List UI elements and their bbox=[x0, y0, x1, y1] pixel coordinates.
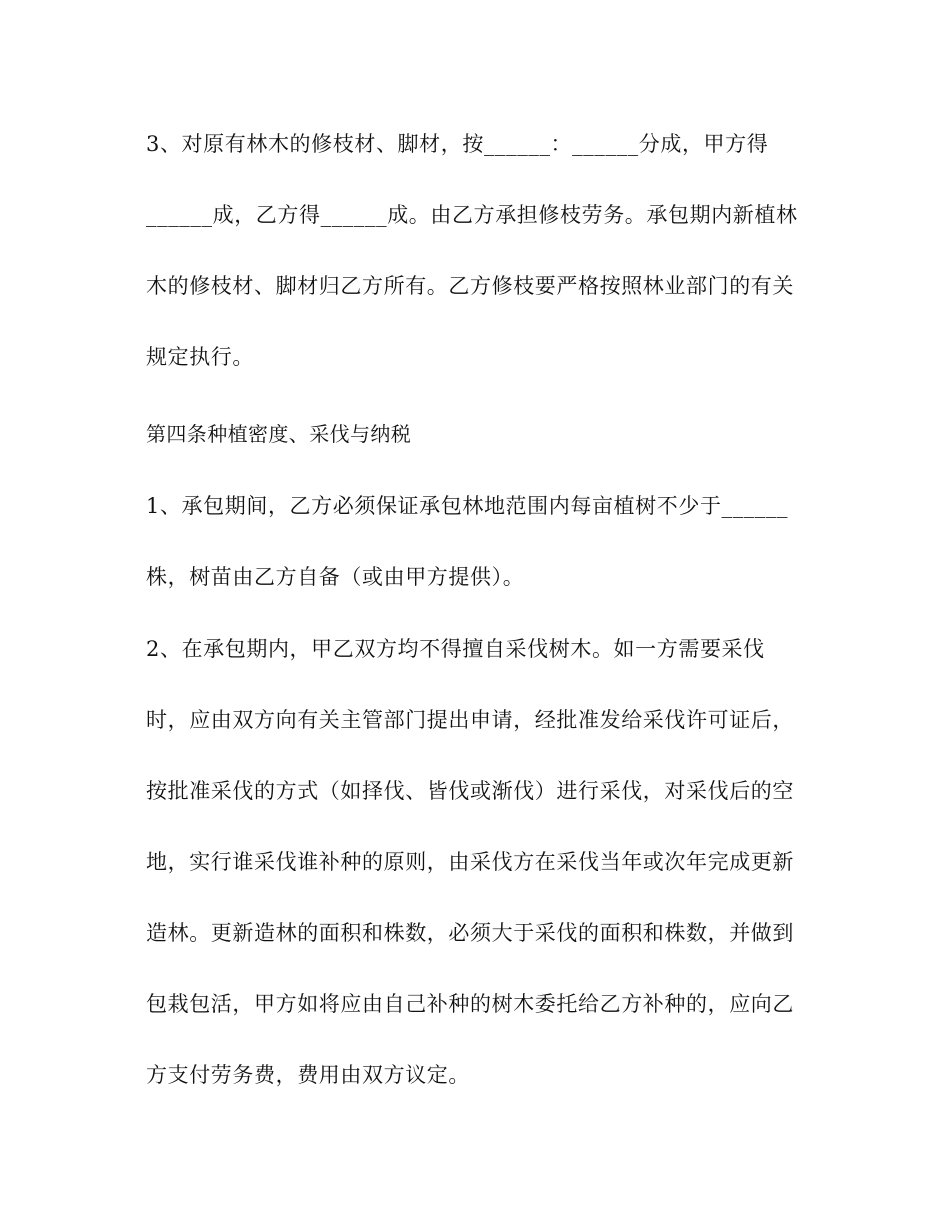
clause-1-line-1: 1、承包期间，乙方必须保证承包林地范围内每亩植树不少于______ bbox=[146, 494, 789, 518]
section-heading-article-4: 第四条种植密度、采伐与纳税 bbox=[146, 422, 412, 446]
clause-3-line-3: 木的修枝材、脚材归乙方所有。乙方修枝要严格按照林业部门的有关 bbox=[146, 274, 794, 298]
clause-2-line-4: 地，实行谁采伐谁补种的原则，由采伐方在采伐当年或次年完成更新 bbox=[146, 850, 794, 874]
clause-2-line-1: 2、在承包期内，甲乙双方均不得擅自采伐树木。如一方需要采伐 bbox=[146, 637, 765, 661]
clause-3-line-1: 3、对原有林木的修枝材、脚材，按______：______分成，甲方得 bbox=[146, 132, 769, 156]
clause-3-line-2: ______成，乙方得______成。由乙方承担修枝劳务。承包期内新植林 bbox=[146, 203, 798, 227]
clause-2-line-2: 时，应由双方向有关主管部门提出申请，经批准发给采伐许可证后， bbox=[146, 708, 794, 732]
clause-3-line-4: 规定执行。 bbox=[146, 345, 254, 369]
clause-2-line-6: 包栽包活，甲方如将应由自己补种的树木委托给乙方补种的，应向乙 bbox=[146, 992, 794, 1016]
clause-2-line-5: 造林。更新造林的面积和株数，必须大于采伐的面积和株数，并做到 bbox=[146, 921, 794, 945]
clause-1-line-2: 株，树苗由乙方自备（或由甲方提供）。 bbox=[146, 565, 525, 589]
clause-2-line-7: 方支付劳务费，费用由双方议定。 bbox=[146, 1063, 470, 1087]
clause-2-line-3: 按批准采伐的方式（如择伐、皆伐或渐伐）进行采伐，对采伐后的空 bbox=[146, 779, 794, 803]
